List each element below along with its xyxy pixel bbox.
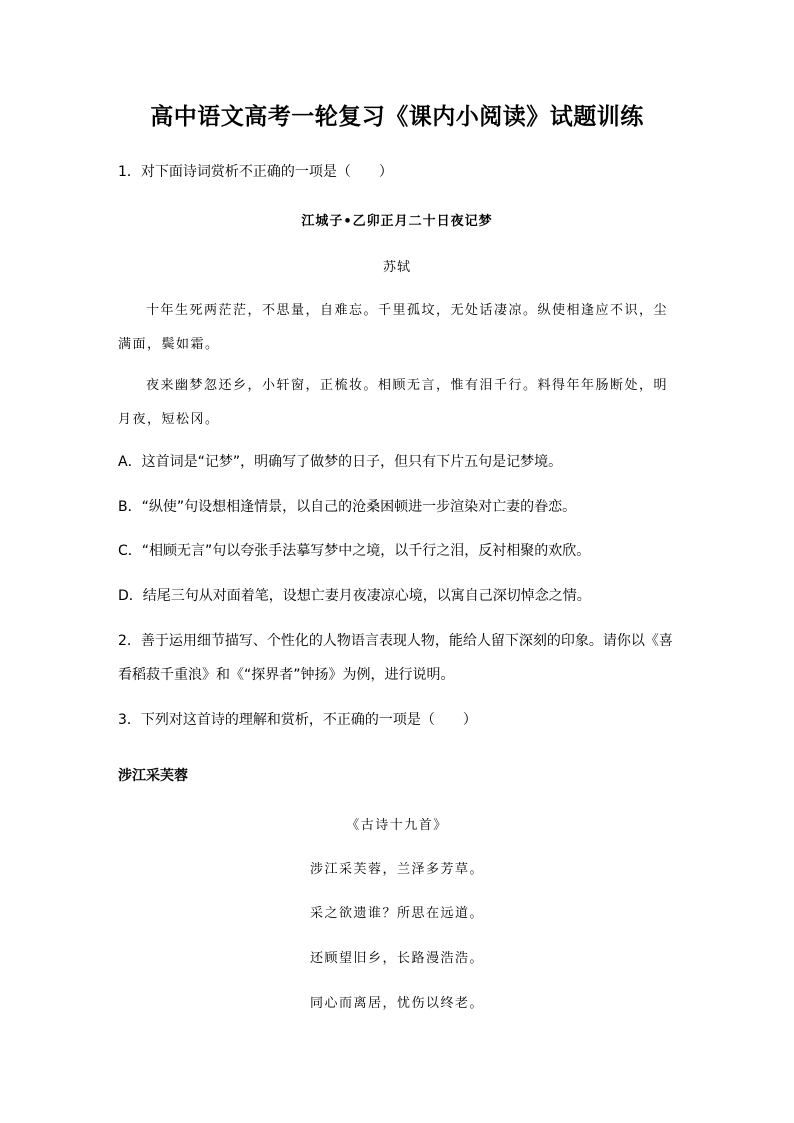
poem-source: 《古诗十九首》 <box>346 818 448 833</box>
question-1-option-d: D．结尾三句从对面着笔，设想亡妻月夜凄凉心境，以寓自己深切悼念之情。 <box>118 588 591 604</box>
question-1-stem: 1．对下面诗词赏析不正确的一项是（ ） <box>118 164 393 180</box>
document-title: 高中语文高考一轮复习《课内小阅读》试题训练 <box>150 103 644 130</box>
question-1-option-b: B．“纵使”句设想相逢情景，以自己的沧桑困顿进一步渲染对亡妻的眷恋。 <box>118 499 577 515</box>
poem-line: 涉江采芙蓉，兰泽多芳草。 <box>309 862 484 877</box>
question-3-stem: 3．下列对这首诗的理解和赏析，不正确的一项是（ ） <box>118 712 477 728</box>
poem-line: 还顾望旧乡，长路漫浩浩。 <box>309 951 484 966</box>
poem-title: 江城子•乙卯正月二十日夜记梦 <box>301 214 493 229</box>
poem-stanza-1: 十年生死两茫茫，不思量，自难忘。千里孤坟，无处话凄凉。纵使相逢应不识，尘满面，鬓如霜。 <box>118 303 669 352</box>
poem-stanza-2: 夜来幽梦忽还乡，小轩窗，正梳妆。相顾无言，惟有泪千行。料得年年肠断处，明月夜，短松冈。 <box>118 378 669 427</box>
poem-line: 采之欲遗谁？所思在远道。 <box>309 906 484 921</box>
question-1-option-c: C．“相顾无言”句以夸张手法摹写梦中之境，以千行之泪，反衬相聚的欢欣。 <box>118 543 591 559</box>
section-label: 涉江采芙蓉 <box>118 768 188 784</box>
question-1-option-a: A．这首词是“记梦”，明确写了做梦的日子，但只有下片五句是记梦境。 <box>118 454 563 470</box>
poem-author: 苏轼 <box>382 260 411 275</box>
poem-line: 同心而离居，忧伤以终老。 <box>309 996 484 1011</box>
question-2-stem: 2．善于运用细节描写、个性化的人物语言表现人物，能给人留下深刻的印象。请你以《喜看稻菽千重浪》和《“探界者”钟扬》为例，进行说明。 <box>118 633 673 683</box>
